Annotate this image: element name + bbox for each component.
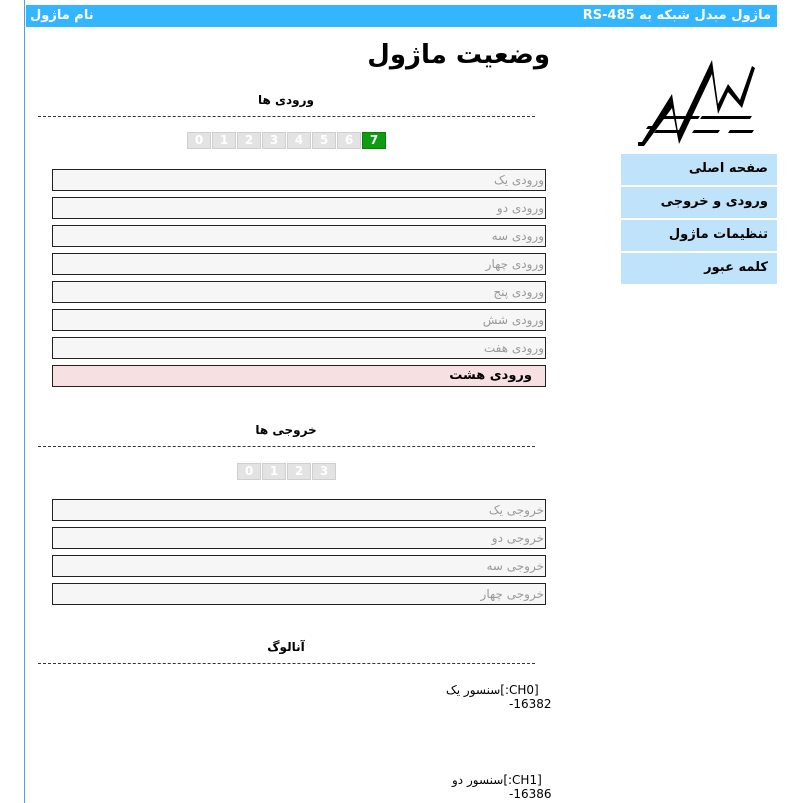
input-field-4: ورودی چهار (52, 253, 546, 275)
input-bit: 7 (362, 132, 386, 149)
header-title: ماژول مبدل شبکه به RS-485 (582, 8, 771, 23)
output-bit: 1 (262, 463, 286, 480)
sidebar-nav (621, 154, 777, 286)
sidebar-item-settings[interactable]: تنظیمات ماژول (621, 220, 777, 251)
sensor-label: سنسور دو[:CH1] (452, 773, 542, 787)
output-field-4: خروجی چهار (52, 583, 546, 605)
analog-sensor-1 (446, 683, 552, 711)
sidebar-item-home[interactable]: صفحه اصلی (621, 154, 777, 185)
input-field-5: ورودی پنج (52, 281, 546, 303)
inputs-divider (38, 116, 535, 117)
input-field-8: ورودی هشت (52, 365, 546, 387)
analog-title: آنالوگ (267, 640, 305, 654)
analog-sensor-2 (452, 773, 552, 801)
page-title: وضعیت ماژول (367, 40, 550, 70)
input-field-2: ورودی دو (52, 197, 546, 219)
outputs-bits (237, 463, 337, 480)
output-bit: 2 (287, 463, 311, 480)
sidebar-item-password[interactable]: کلمه عبور (621, 253, 777, 284)
input-bit: 5 (312, 132, 336, 149)
output-field-1: خروجی یک (52, 499, 546, 521)
input-field-6: ورودی شش (52, 309, 546, 331)
input-bit: 1 (212, 132, 236, 149)
sidebar-item-io[interactable]: ورودی و خروجی (621, 187, 777, 218)
input-bit: 4 (287, 132, 311, 149)
output-field-3: خروجی سه (52, 555, 546, 577)
module-name: نام ماژول (30, 8, 94, 23)
header-bar (26, 5, 777, 27)
outputs-title: خروجی ها (255, 423, 317, 437)
input-bit: 2 (237, 132, 261, 149)
output-bit: 3 (312, 463, 336, 480)
analog-divider (38, 663, 535, 664)
input-field-3: ورودی سه (52, 225, 546, 247)
input-bit: 6 (337, 132, 361, 149)
input-bit: 0 (187, 132, 211, 149)
input-bit: 3 (262, 132, 286, 149)
output-bit: 0 (237, 463, 261, 480)
logo (636, 52, 758, 148)
input-field-7: ورودی هفت (52, 337, 546, 359)
sensor-label: سنسور یک[:CH0] (446, 683, 539, 697)
input-field-1: ورودی یک (52, 169, 546, 191)
output-field-2: خروجی دو (52, 527, 546, 549)
outputs-divider (38, 446, 535, 447)
inputs-title: ورودی ها (258, 93, 314, 107)
sensor-value: -16382 (509, 697, 552, 711)
sensor-value: -16386 (509, 787, 552, 801)
inputs-bits (187, 132, 387, 149)
